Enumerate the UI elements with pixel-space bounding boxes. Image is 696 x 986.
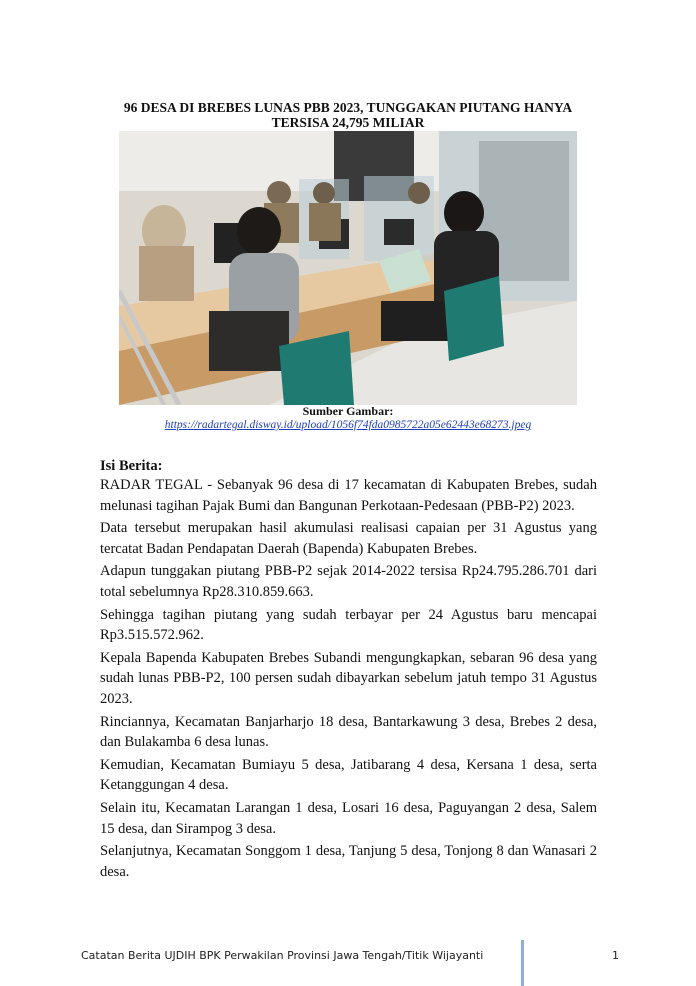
article-paragraph: Selain itu, Kecamatan Larangan 1 desa, Losari 16 desa, Paguyangan 2 desa, Salem 15 desa, dan Sirampog 3 desa. [100, 799, 597, 837]
article-paragraph: RADAR TEGAL - Sebanyak 96 desa di 17 kecamatan di Kabupaten Brebes, sudah melunasi tagihan Pajak Bumi dan Bangunan Perkotaan-Pedesaan (PBB-P2) 2023. [100, 477, 597, 514]
article-paragraph: Kepala Bapenda Kabupaten Brebes Subandi mengungkapkan, sebaran 96 desa yang sudah lunas PBB-P2, 100 persen sudah dibayarkan sebelum jatuh tempo 31 Agustus 2023. [100, 649, 597, 707]
article-paragraph: Rinciannya, Kecamatan Banjarharjo 18 desa, Bantarkawung 3 desa, Brebes 2 desa, dan Bulakamba 6 desa lunas. [100, 713, 597, 751]
article-body [100, 475, 597, 884]
article-paragraph: Data tersebut merupakan hasil akumulasi realisasi capaian per 31 Agustus yang tercatat Badan Pendapatan Daerah (Bapenda) Kabupaten Brebes. [100, 520, 597, 557]
footer-divider [521, 940, 524, 986]
article-paragraph: Selanjutnya, Kecamatan Songgom 1 desa, Tanjung 5 desa, Tonjong 8 dan Wanasari 2 desa. [100, 843, 597, 880]
article-paragraph: Adapun tunggakan piutang PBB-P2 sejak 2014-2022 tersisa Rp24.795.286.701 dari total sebelumnya Rp28.310.859.663. [100, 563, 597, 600]
article-paragraph: Kemudian, Kecamatan Bumiayu 5 desa, Jatibarang 4 desa, Kersana 1 desa, serta Ketanggungan 4 desa. [100, 756, 597, 794]
footer-note: Catatan Berita UJDIH BPK Perwakilan Provinsi Jawa Tengah/Titik Wijayanti [81, 949, 484, 962]
news-photo [119, 131, 577, 405]
photo-of-tax-service-counter-icon [119, 131, 577, 405]
page-number: 1 [612, 949, 619, 962]
article-paragraph: Sehingga tagihan piutang yang sudah terbayar per 24 Agustus baru mencapai Rp3.515.572.962. [100, 606, 597, 644]
article-title: 96 DESA DI BREBES LUNAS PBB 2023, TUNGGAKAN PIUTANG HANYA TERSISA 24,795 MILIAR [123, 100, 573, 130]
image-source-link[interactable]: https://radartegal.disway.id/upload/1056f74fda0985722a05e62443e68273.jpeg [164, 419, 532, 431]
section-heading: Isi Berita: [100, 458, 163, 474]
image-caption-label: Sumber Gambar: [302, 404, 394, 418]
